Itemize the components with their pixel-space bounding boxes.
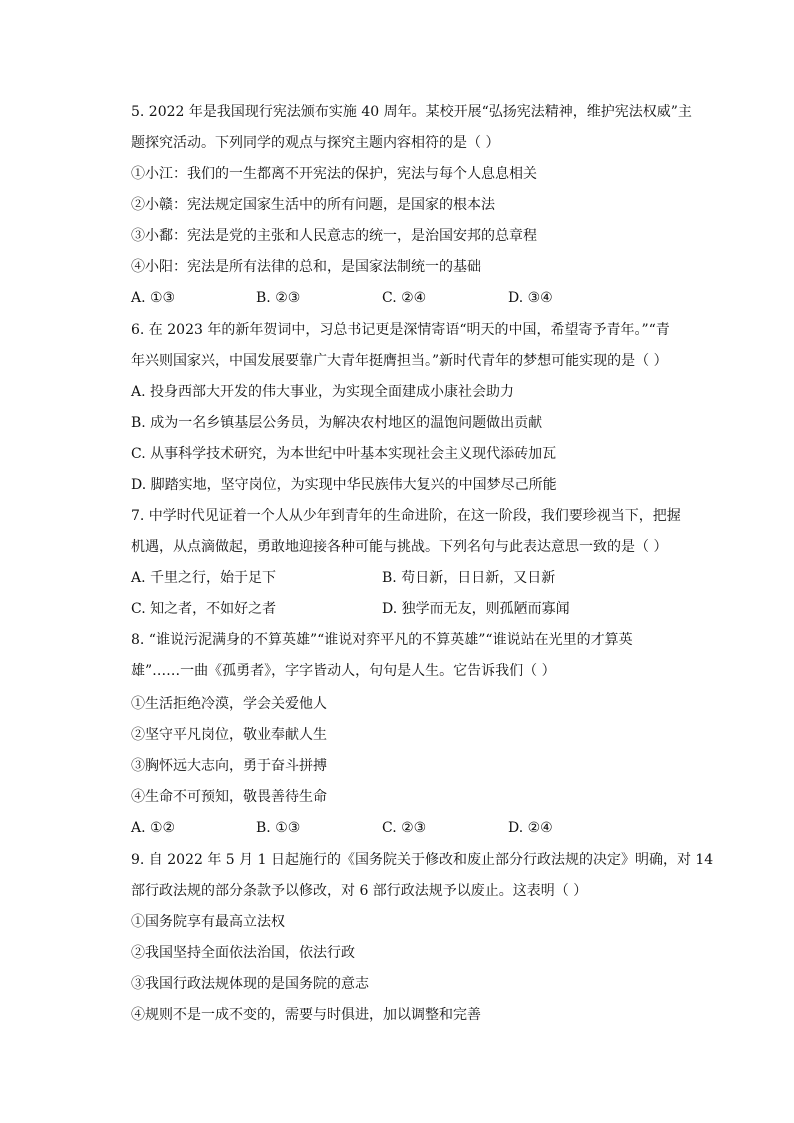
q5-stem-line1: 5. 2022 年是我国现行宪法颁布实施 40 周年。某校开展“弘扬宪法精神，维护宪法权威”主	[131, 104, 692, 120]
q8-item-3: ③胸怀远大志向，勇于奋斗拼搏	[131, 758, 327, 774]
q7-option-a: A. 千里之行，始于足下	[131, 570, 277, 586]
q5-option-d: D. ③④	[508, 290, 553, 306]
q6-option-b: B. 成为一名乡镇基层公务员，为解决农村地区的温饱问题做出贡献	[131, 415, 543, 431]
q8-option-a: A. ①②	[131, 820, 176, 836]
q9-item-1: ①国务院享有最高立法权	[131, 914, 285, 930]
q5-item-3: ③小鄱：宪法是党的主张和人民意志的统一，是治国安邦的总章程	[131, 228, 537, 244]
q5-item-2: ②小赣：宪法规定国家生活中的所有问题，是国家的根本法	[131, 197, 495, 213]
q8-options	[131, 818, 691, 838]
q8-option-c: C. ②③	[382, 820, 427, 836]
q8-item-2: ②坚守平凡岗位，敬业奉献人生	[131, 727, 327, 743]
q8-option-d: D. ②④	[508, 820, 553, 836]
q9-item-4: ④规则不是一成不变的，需要与时俱进，加以调整和完善	[131, 1007, 481, 1023]
q8-stem-line2: 雄”……一曲《孤勇者》，字字皆动人，句句是人生。它告诉我们（ ）	[131, 663, 556, 679]
q6-stem-line1: 6. 在 2023 年的新年贺词中，习总书记更是深情寄语“明天的中国，希望寄予青年。”“青	[131, 322, 670, 338]
q6-option-a: A. 投身西部大开发的伟大事业，为实现全面建成小康社会助力	[131, 384, 515, 400]
q5-item-1: ①小江：我们的一生都离不开宪法的保护，宪法与每个人息息相关	[131, 166, 537, 182]
q7-option-c: C. 知之者，不如好之者	[131, 601, 277, 617]
q5-stem-line2: 题探究活动。下列同学的观点与探究主题内容相符的是（ ）	[131, 135, 500, 151]
q6-stem-line2: 年兴则国家兴，中国发展要靠广大青年挺膺担当。”新时代青年的梦想可能实现的是（ ）	[131, 353, 668, 369]
q8-item-4: ④生命不可预知，敬畏善待生命	[131, 789, 327, 805]
q7-stem-line2: 机遇，从点滴做起，勇敢地迎接各种可能与挑战。下列名句与此表达意思一致的是（ ）	[131, 539, 668, 555]
q7-stem-line1: 7. 中学时代见证着一个人从少年到青年的生命进阶，在这一阶段，我们要珍视当下，把握	[131, 508, 681, 524]
q5-option-c: C. ②④	[382, 290, 427, 306]
q7-options-row2	[131, 599, 691, 619]
q9-stem-line2: 部行政法规的部分条款予以修改，对 6 部行政法规予以废止。这表明（ ）	[131, 883, 588, 899]
q5-option-b: B. ②③	[256, 290, 301, 306]
q5-options	[131, 288, 691, 308]
q8-stem-line1: 8. “谁说污泥满身的不算英雄”“谁说对弈平凡的不算英雄”“谁说站在光里的才算英	[131, 632, 633, 648]
q8-option-b: B. ①③	[256, 820, 301, 836]
q9-item-2: ②我国坚持全面依法治国，依法行政	[131, 945, 355, 961]
q5-option-a: A. ①③	[131, 290, 176, 306]
q7-options-row1	[131, 568, 691, 588]
q9-stem-line1: 9. 自 2022 年 5 月 1 日起施行的《国务院关于修改和废止部分行政法规的决定》明确，对 14	[131, 852, 714, 868]
q7-option-d: D. 独学而无友，则孤陋而寡闻	[382, 601, 570, 617]
q8-item-1: ①生活拒绝冷漠，学会关爱他人	[131, 696, 327, 712]
q6-option-c: C. 从事科学技术研究，为本世纪中叶基本实现社会主义现代添砖加瓦	[131, 446, 557, 462]
q9-item-3: ③我国行政法规体现的是国务院的意志	[131, 976, 369, 992]
q5-item-4: ④小阳：宪法是所有法律的总和，是国家法制统一的基础	[131, 259, 481, 275]
q6-option-d: D. 脚踏实地，坚守岗位，为实现中华民族伟大复兴的中国梦尽己所能	[131, 477, 557, 493]
q7-option-b: B. 苟日新，日日新，又日新	[382, 570, 556, 586]
